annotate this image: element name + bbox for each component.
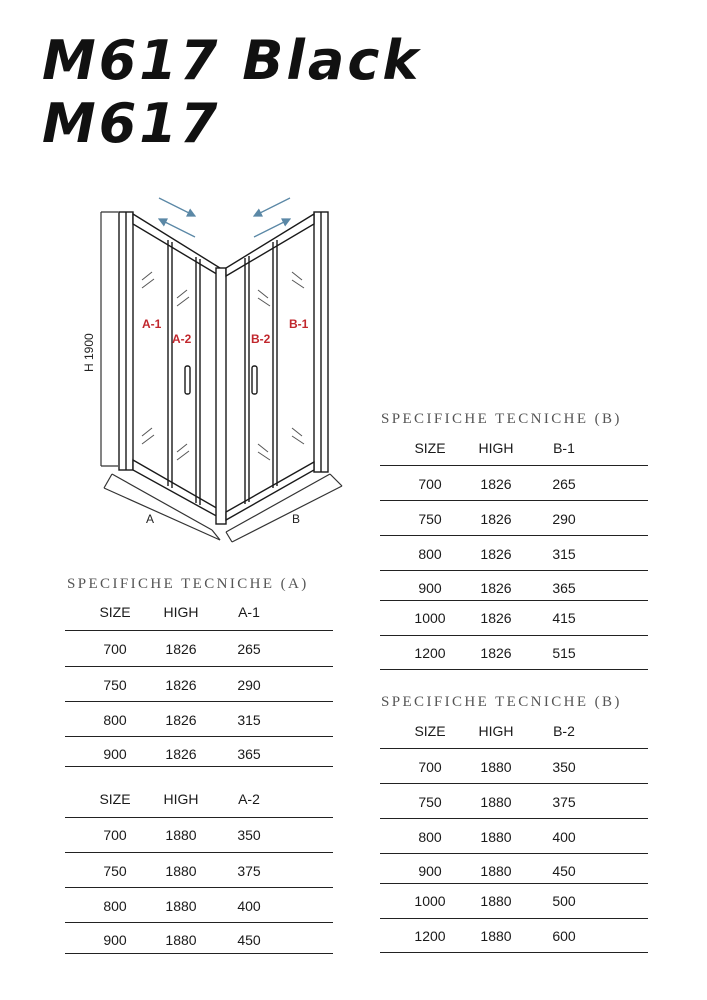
product-title: M617 Black [42, 29, 422, 92]
table-row: 900 [103, 746, 127, 762]
col-value: A-2 [238, 791, 260, 807]
table-row: 1880 [480, 863, 512, 879]
table-row: 750 [418, 511, 442, 527]
side-a-label: A [146, 512, 155, 526]
table-row: 375 [552, 794, 576, 810]
table-row: 365 [552, 580, 576, 596]
table-row: 600 [552, 928, 576, 944]
table-row: 1200 [414, 928, 446, 944]
table-row: 1826 [165, 641, 197, 657]
table-row: 375 [237, 863, 261, 879]
table-row: 1826 [480, 546, 512, 562]
table-row: 265 [237, 641, 261, 657]
table-b1-heading: SPECIFICHE TECNICHE (B) [381, 411, 622, 427]
table-row: 700 [418, 759, 442, 775]
table-row: 1880 [480, 893, 512, 909]
col-size: SIZE [414, 440, 446, 456]
table-row: 1000 [414, 610, 446, 626]
table-row: 800 [418, 829, 442, 845]
panel-label-a1: A-1 [142, 317, 162, 331]
spec-table-b1 [380, 440, 648, 674]
table-row: 350 [552, 759, 576, 775]
table-row: 450 [552, 863, 576, 879]
table-b2-heading: SPECIFICHE TECNICHE (B) [381, 694, 622, 710]
table-row: 1826 [165, 712, 197, 728]
table-row: 290 [552, 511, 576, 527]
table-row: 800 [103, 712, 127, 728]
table-row: 1880 [165, 932, 197, 948]
sliding-arrows-right [254, 198, 290, 237]
table-row: 450 [237, 932, 261, 948]
table-row: 400 [237, 898, 261, 914]
table-row: 1826 [165, 677, 197, 693]
col-value: A-1 [238, 604, 260, 620]
col-value: B-2 [553, 723, 575, 739]
product-subtitle: M617 [42, 92, 221, 155]
panel-label-b2: B-2 [251, 332, 271, 346]
handle-a [185, 366, 190, 394]
table-row: 290 [237, 677, 261, 693]
table-row: 700 [103, 641, 127, 657]
table-row: 1880 [165, 898, 197, 914]
panel-side-b [226, 212, 328, 520]
col-high: HIGH [163, 604, 199, 620]
table-row: 1880 [165, 827, 197, 843]
table-row: 315 [237, 712, 261, 728]
handle-b [252, 366, 257, 394]
table-row: 700 [103, 827, 127, 843]
table-row: 1880 [480, 829, 512, 845]
col-high: HIGH [478, 723, 514, 739]
table-row: 315 [552, 546, 576, 562]
sliding-arrows-left [159, 198, 195, 237]
table-row: 1200 [414, 645, 446, 661]
table-row: 900 [418, 863, 442, 879]
table-row: 750 [103, 863, 127, 879]
table-row: 900 [103, 932, 127, 948]
table-row: 415 [552, 610, 576, 626]
table-row: 1826 [480, 476, 512, 492]
table-row: 350 [237, 827, 261, 843]
height-label: H 1900 [82, 333, 96, 372]
panel-label-a2: A-2 [172, 332, 192, 346]
table-row: 400 [552, 829, 576, 845]
table-row: 1880 [480, 928, 512, 944]
table-row: 265 [552, 476, 576, 492]
table-row: 1826 [165, 746, 197, 762]
table-row: 1880 [480, 794, 512, 810]
table-row: 1826 [480, 580, 512, 596]
table-row: 515 [552, 645, 576, 661]
table-row: 1880 [480, 759, 512, 775]
table-row: 365 [237, 746, 261, 762]
table-row: 500 [552, 893, 576, 909]
table-row: 800 [418, 546, 442, 562]
table-a1-heading: SPECIFICHE TECNICHE (A) [67, 576, 309, 592]
table-row: 1000 [414, 893, 446, 909]
height-dimension [101, 212, 118, 466]
table-row: 1880 [165, 863, 197, 879]
side-b-label: B [292, 512, 301, 526]
panel-side-a [119, 212, 226, 524]
col-size: SIZE [99, 604, 131, 620]
table-row: 1826 [480, 610, 512, 626]
col-size: SIZE [99, 791, 131, 807]
panel-label-b1: B-1 [289, 317, 309, 331]
table-row: 900 [418, 580, 442, 596]
table-row: 750 [103, 677, 127, 693]
spec-table-b2 [380, 723, 648, 957]
col-size: SIZE [414, 723, 446, 739]
table-row: 700 [418, 476, 442, 492]
col-high: HIGH [163, 791, 199, 807]
col-high: HIGH [478, 440, 514, 456]
table-row: 1826 [480, 511, 512, 527]
table-row: 750 [418, 794, 442, 810]
table-row: 800 [103, 898, 127, 914]
col-value: B-1 [553, 440, 575, 456]
table-row: 1826 [480, 645, 512, 661]
spec-table-a2 [65, 791, 333, 957]
spec-table-a1 [65, 604, 333, 770]
